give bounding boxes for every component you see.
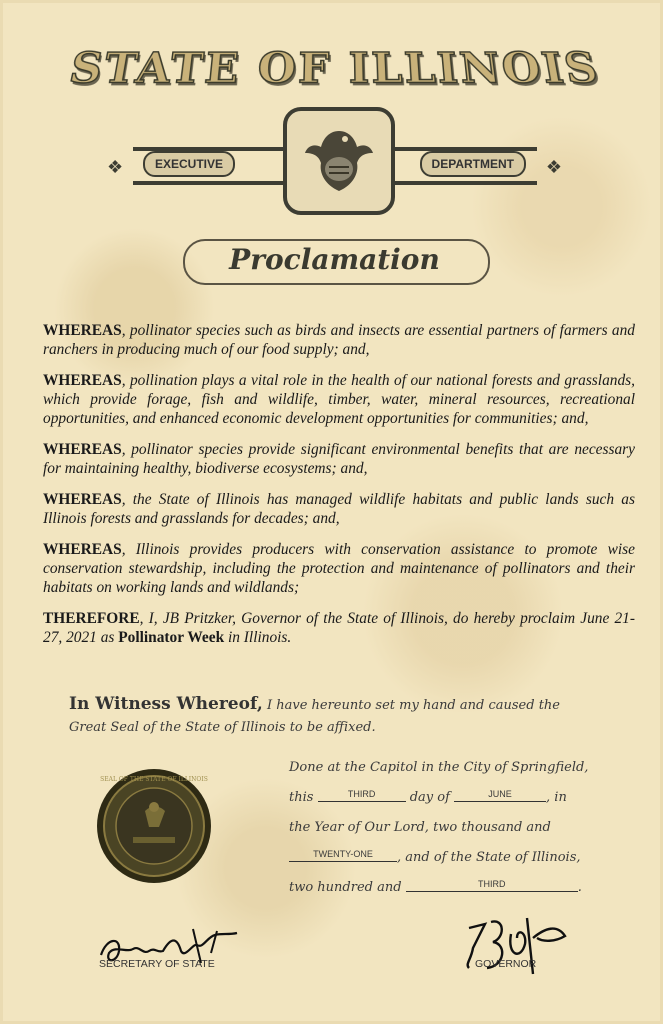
proclamation-title: Proclamation [229,243,440,276]
done-line-3: the Year of Our Lord, two thousand and [289,820,551,835]
secretary-caption: SECRETARY OF STATE [99,958,215,970]
dating-clause [289,753,629,903]
whereas-paragraph: WHEREAS, Illinois provides producers with conservation assistance to promote wise conservation stewardship, including the protection and maintenance of pollinators and their habitats on working lands and wildlands; [43,541,635,596]
svg-text:SEAL OF THE STATE OF ILLINOIS: SEAL OF THE STATE OF ILLINOIS [100,776,208,783]
done-line-5: two hundred and THIRD . [289,879,582,895]
state-title: STATE OF ILLINOIS [65,44,604,94]
governor-caption: GOVERNOR [475,958,537,970]
done-line-1: Done at the Capitol in the City of Springfield, [289,760,589,775]
month-field: JUNE [454,787,546,802]
letterhead [3,3,663,303]
eagle-emblem-icon [283,107,395,215]
flourish-left-icon: ❖ [107,157,124,178]
executive-tab: EXECUTIVE [143,151,235,177]
whereas-paragraph: WHEREAS, pollination plays a vital role in the health of our national forests and grasslands, which provide forage, fish and wildlife, timber, water, mineral resources, recreational opportunities, and enhanced economic development opportunities for communities; and, [43,372,635,427]
state-year-field: THIRD [406,877,578,892]
whereas-paragraph: WHEREAS, pollinator species such as birds and insects are essential partners of farmers and ranchers in producing much of our food supply; and, [43,322,635,358]
witness-line-2: Great Seal of the State of Illinois to be affixed. [69,720,376,735]
department-tab: DEPARTMENT [420,151,526,177]
whereas-paragraph: WHEREAS, pollinator species provide significant environmental benefits that are necessary for maintaining healthy, biodiverse ecosystems; and, [43,441,635,477]
witness-line-1: I have hereunto set my hand and caused the [266,698,560,713]
day-field: THIRD [318,787,406,802]
witness-clause [69,693,629,739]
whereas-paragraph: WHEREAS, the State of Illinois has managed wildlife habitats and public lands such as Illinois forests and grasslands for decades; and, [43,491,635,527]
done-line-2: this THIRD day of JUNE , in [289,789,567,805]
executive-department-banner [107,107,562,207]
done-line-4: TWENTY-ONE , and of the State of Illinois, [289,843,629,873]
witness-heading: In Witness Whereof, [69,694,263,714]
year-field: TWENTY-ONE [289,847,397,862]
proclamation-body [43,321,635,659]
great-seal-icon [95,767,213,885]
therefore-paragraph: THEREFORE, I, JB Pritzker, Governor of the State of Illinois, do hereby proclaim June 21-27, 2021 as Pollinator Week in Illinois. [43,610,635,646]
flourish-right-icon: ❖ [545,157,562,178]
